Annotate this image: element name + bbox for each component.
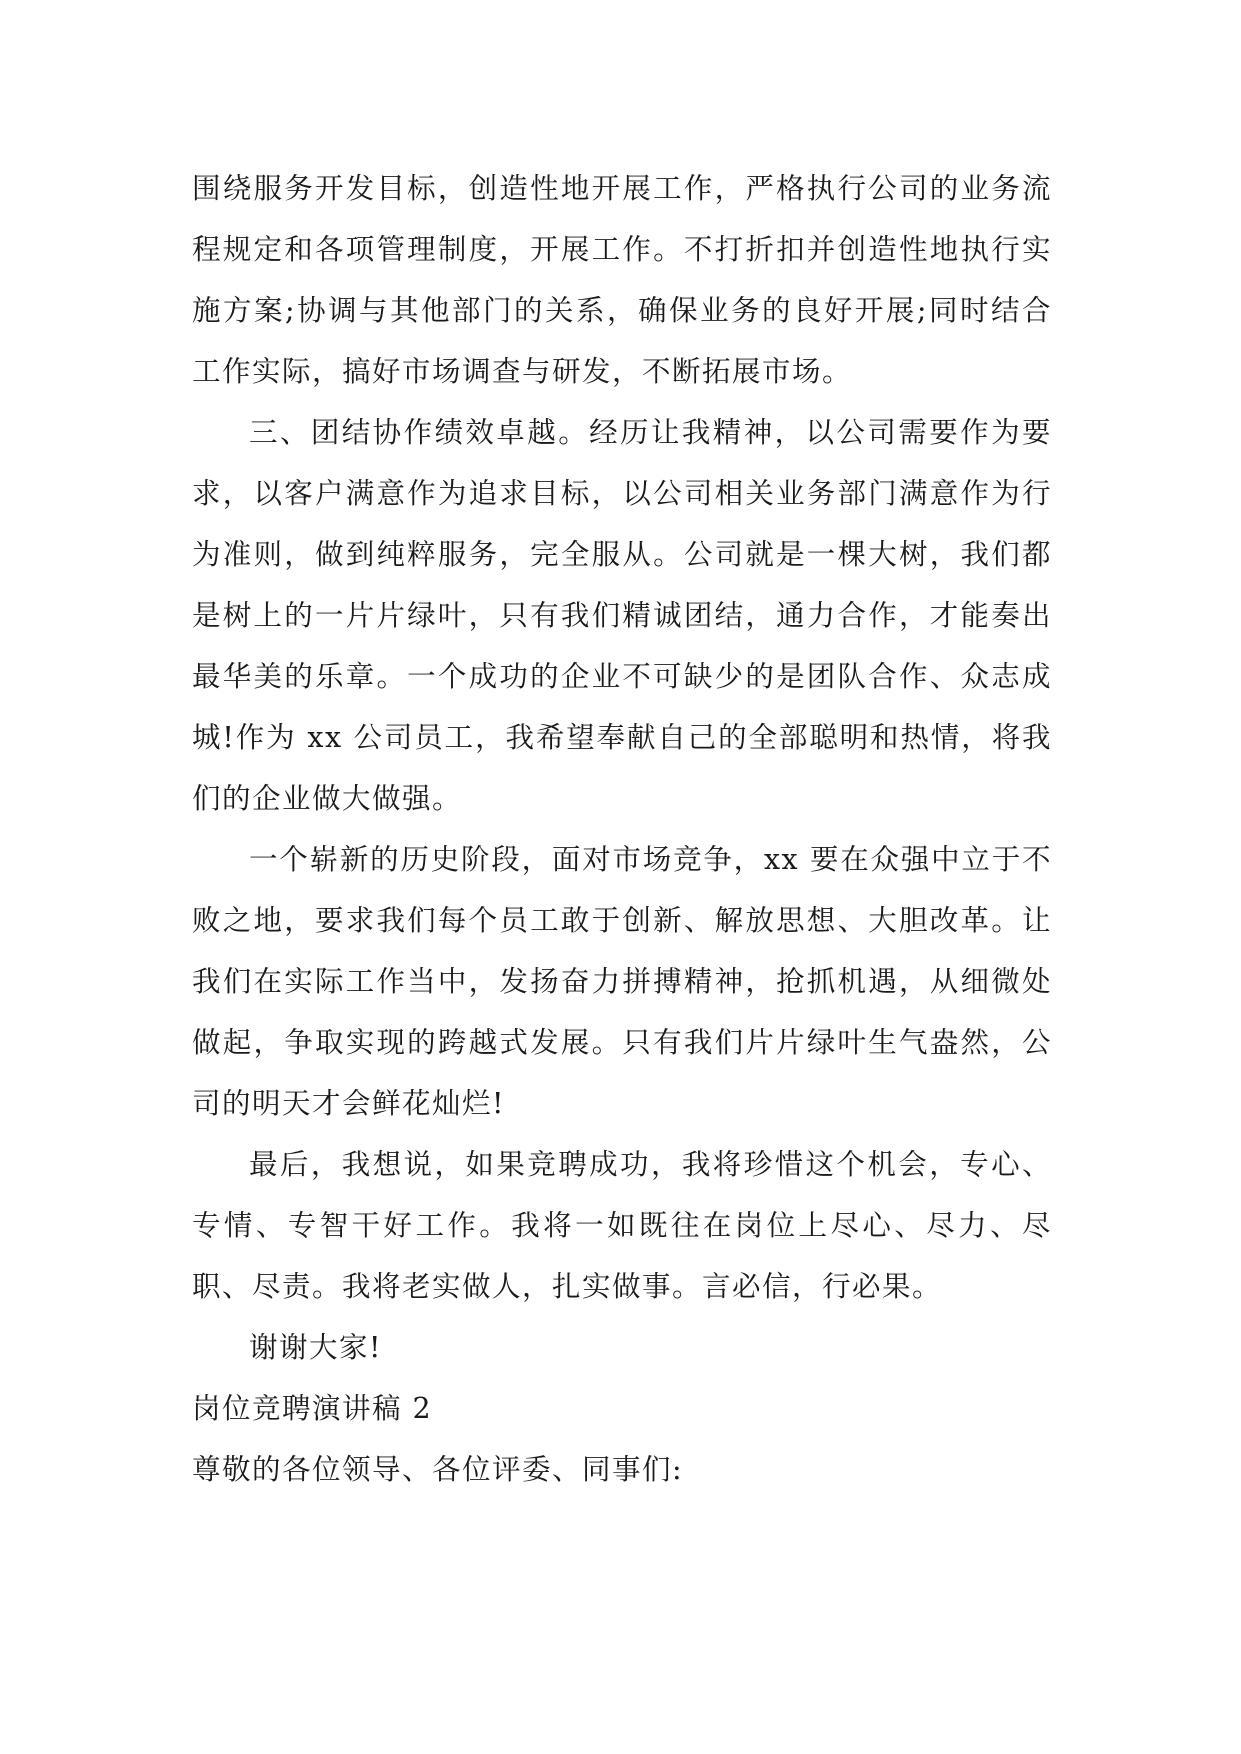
paragraph-closing: 最后，我想说，如果竞聘成功，我将珍惜这个机会，专心、专情、专智干好工作。我将一如既往在岗位上尽心、尽力、尽职、尽责。我将老实做人，扎实做事。言必信，行必果。	[192, 1148, 1052, 1303]
salutation: 尊敬的各位领导、各位评委、同事们:	[192, 1453, 684, 1486]
section-title: 岗位竞聘演讲稿 2	[192, 1392, 433, 1425]
paragraph-new-stage: 一个崭新的历史阶段，面对市场竞争，xx 要在众强中立于不败之地，要求我们每个员工敢于创新、解放思想、大胆改革。让我们在实际工作当中，发扬奋力拼搏精神，抢抓机遇，从细微处做起，争取实现的跨越式发展。只有我们片片绿叶生气盎然，公司的明天才会鲜花灿烂!	[192, 843, 1052, 1120]
paragraph-service-goals: 围绕服务开发目标，创造性地开展工作，严格执行公司的业务流程规定和各项管理制度，开展工作。不打折扣并创造性地执行实施方案;协调与其他部门的关系，确保业务的良好开展;同时结合工作实际，搞好市场调查与研发，不断拓展市场。	[192, 172, 1052, 388]
paragraph-thanks: 谢谢大家!	[249, 1331, 382, 1364]
paragraph-teamwork: 三、团结协作绩效卓越。经历让我精神，以公司需要作为要求，以客户满意作为追求目标，以公司相关业务部门满意作为行为准则，做到纯粹服务，完全服从。公司就是一棵大树，我们都是树上的一片片绿叶，只有我们精诚团结，通力合作，才能奏出最华美的乐章。一个成功的企业不可缺少的是团队合作、众志成城!作为 xx 公司员工，我希望奉献自己的全部聪明和热情，将我们的企业做大做强。	[192, 416, 1052, 815]
document-body	[192, 158, 1052, 1500]
